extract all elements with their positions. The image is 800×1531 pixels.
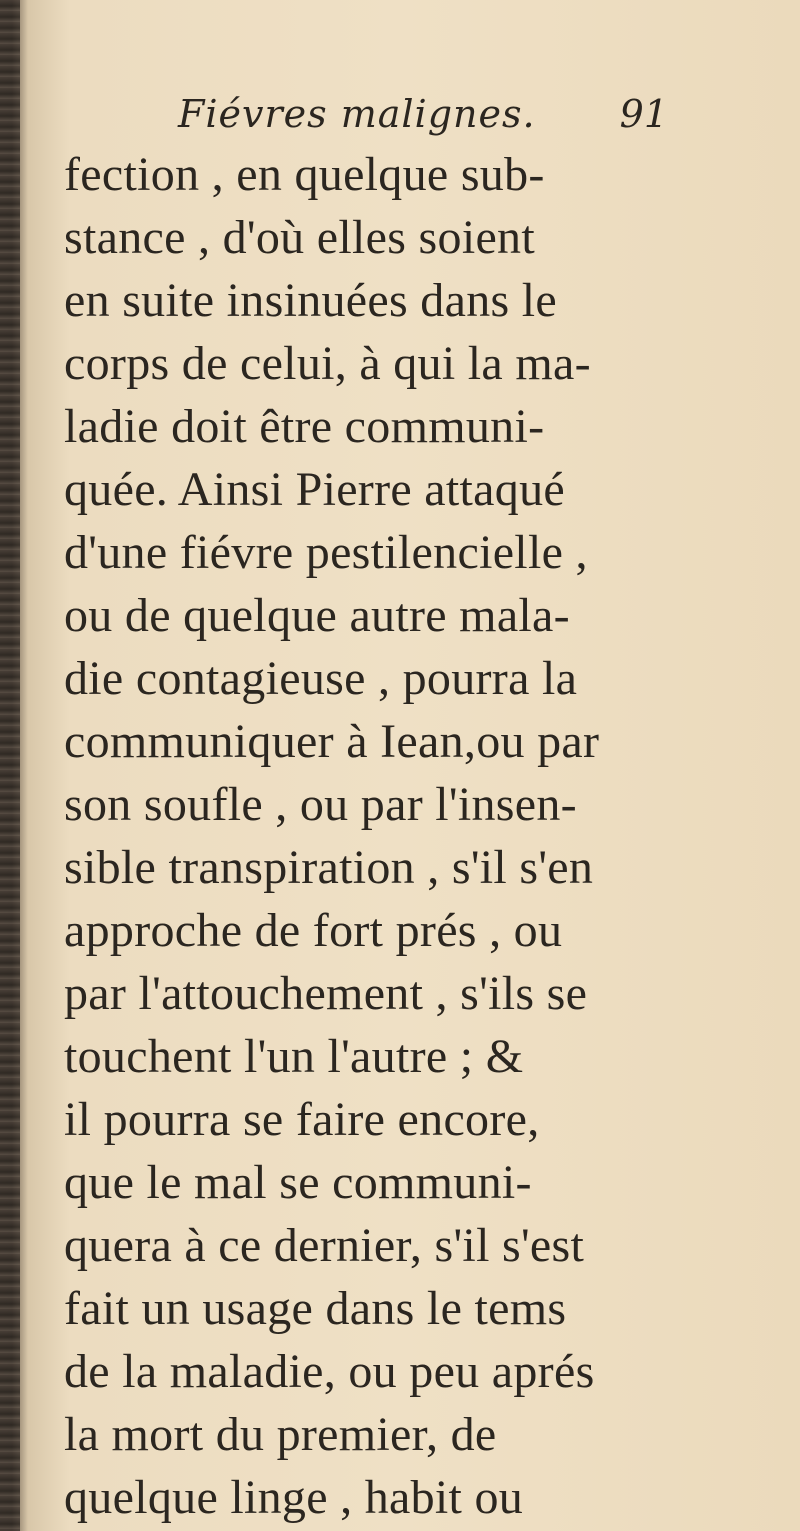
page-header — [178, 84, 698, 144]
text-line: stance , d'où elles soient — [64, 211, 535, 264]
text-line: corps de celui, à qui la ma- — [64, 337, 591, 390]
text-line: fait un usage dans le tems — [64, 1282, 567, 1335]
running-title: Fiévres malignes. — [178, 92, 536, 136]
text-line: ladie doit être communi- — [64, 400, 545, 453]
text-line: de la maladie, ou peu aprés — [64, 1345, 595, 1398]
text-line: touchent l'un l'autre ; & — [64, 1030, 524, 1083]
text-line: die contagieuse , pourra la — [64, 652, 578, 705]
text-line: quelque linge , habit ou — [64, 1471, 524, 1524]
text-line: approche de fort prés , ou — [64, 904, 563, 957]
text-line: par l'attouchement , s'ils se — [64, 967, 588, 1020]
binding-gutter — [0, 0, 20, 1531]
text-line: son soufle , ou par l'insen- — [64, 778, 577, 831]
text-line: il pourra se faire encore, — [64, 1093, 540, 1146]
page-number: 91 — [619, 92, 668, 136]
text-line: fection , en quelque sub- — [64, 148, 545, 201]
text-line: d'une fiévre pestilencielle , — [64, 526, 588, 579]
text-line: communiquer à Iean,ou par — [64, 715, 600, 768]
text-line: quera à ce dernier, s'il s'est — [64, 1219, 585, 1272]
text-line: ou de quelque autre mala- — [64, 589, 570, 642]
text-line: quée. Ainsi Pierre attaqué — [64, 463, 565, 516]
text-line: sible transpiration , s'il s'en — [64, 841, 594, 894]
text-line: en suite insinuées dans le — [64, 274, 558, 327]
text-line: la mort du premier, de — [64, 1408, 497, 1461]
text-line: que le mal se communi- — [64, 1156, 532, 1209]
body-text — [64, 143, 704, 1529]
